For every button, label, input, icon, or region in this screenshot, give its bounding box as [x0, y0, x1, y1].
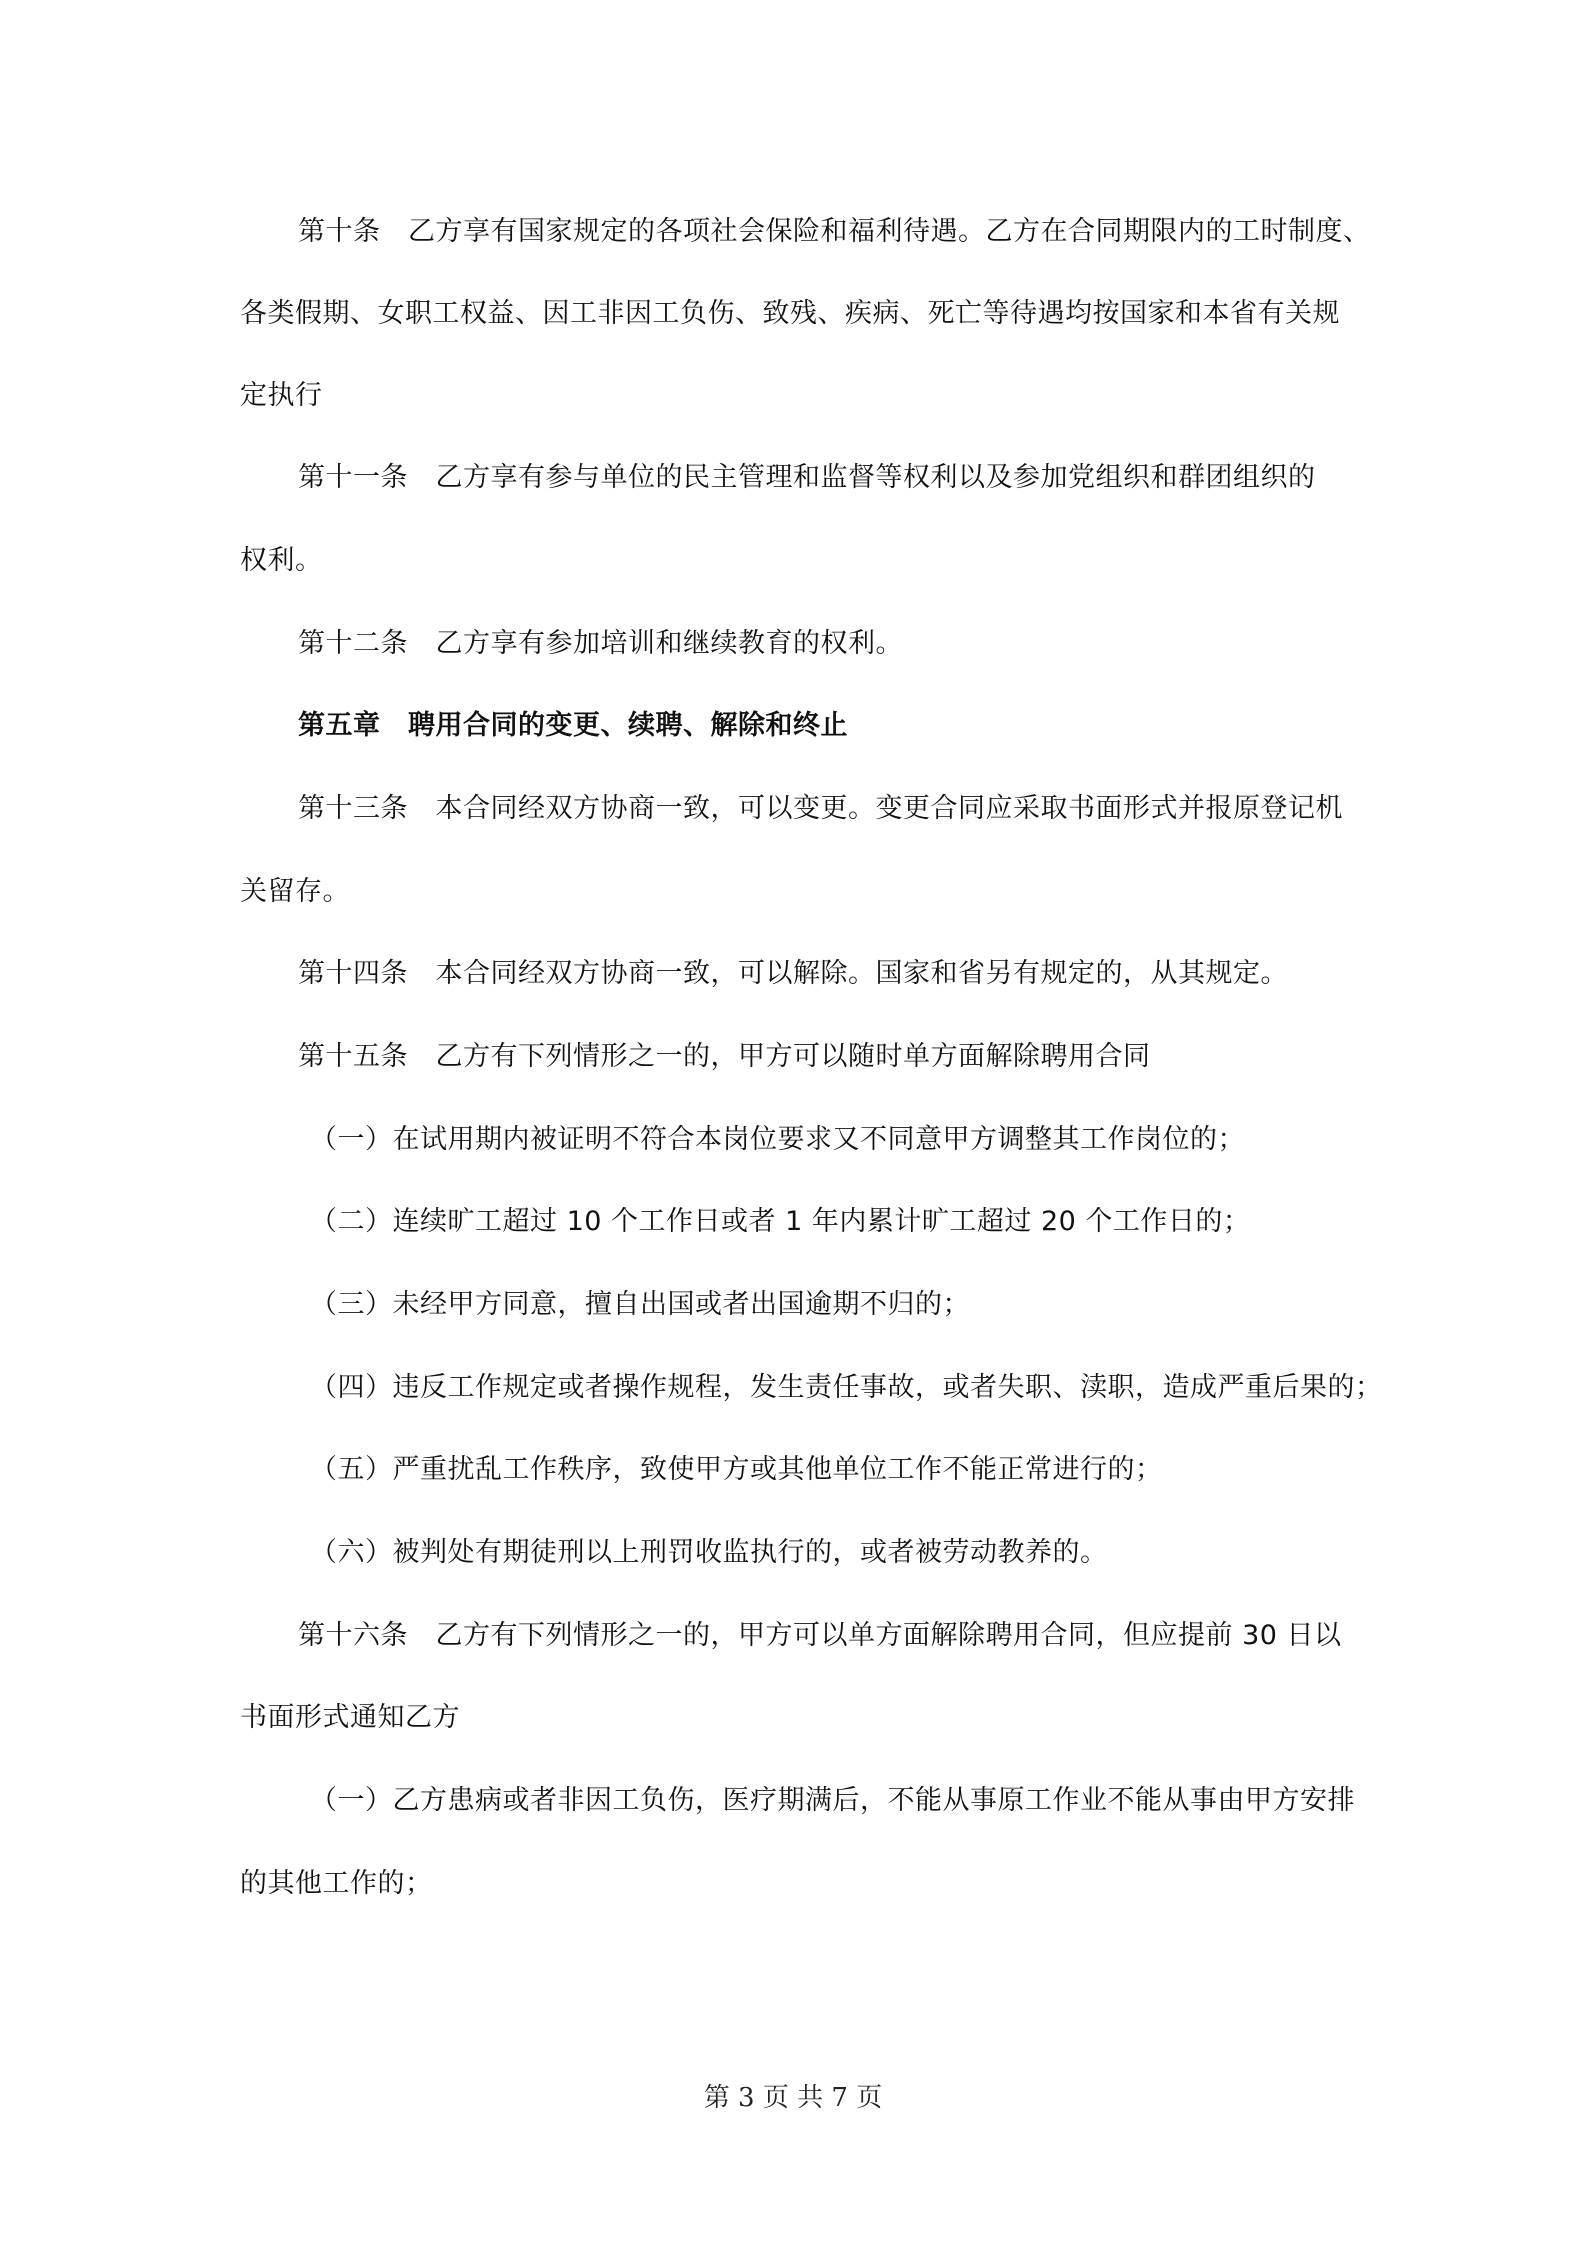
article-15-line-1: 第十五条 乙方有下列情形之一的，甲方可以随时单方面解除聘用合同	[298, 1041, 1151, 1072]
article-10-line-1: 第十条 乙方享有国家规定的各项社会保险和福利待遇。乙方在合同期限内的工时制度、	[298, 216, 1371, 247]
article-11-line-2: 权利。	[240, 545, 323, 576]
article-15-item-6: （六）被判处有期徒刑以上刑罚收监执行的，或者被劳动教养的。	[310, 1537, 1108, 1568]
article-15-item-4: （四）违反工作规定或者操作规程，发生责任事故，或者失职、渎职，造成严重后果的；	[310, 1372, 1383, 1403]
article-10-line-3: 定执行	[240, 380, 323, 411]
article-14-line-1: 第十四条 本合同经双方协商一致，可以解除。国家和省另有规定的，从其规定。	[298, 958, 1288, 989]
article-11-line-1: 第十一条 乙方享有参与单位的民主管理和监督等权利以及参加党组织和群团组织的	[298, 462, 1316, 493]
article-16-line-1: 第十六条 乙方有下列情形之一的，甲方可以单方面解除聘用合同，但应提前 30 日以	[298, 1620, 1342, 1651]
article-10-line-2: 各类假期、女职工权益、因工非因工负伤、致残、疾病、死亡等待遇均按国家和本省有关规	[240, 298, 1340, 329]
article-12-line-1: 第十二条 乙方享有参加培训和继续教育的权利。	[298, 628, 903, 659]
chapter-5-heading: 第五章 聘用合同的变更、续聘、解除和终止	[298, 710, 848, 741]
article-15-item-3: （三）未经甲方同意，擅自出国或者出国逾期不归的；	[310, 1289, 970, 1320]
article-15-item-5: （五）严重扰乱工作秩序，致使甲方或其他单位工作不能正常进行的；	[310, 1454, 1163, 1485]
article-15-item-2: （二）连续旷工超过 10 个工作日或者 1 年内累计旷工超过 20 个工作日的；	[310, 1206, 1251, 1237]
article-15-item-1: （一）在试用期内被证明不符合本岗位要求又不同意甲方调整其工作岗位的；	[310, 1124, 1245, 1155]
page-number-footer: 第 3 页 共 7 页	[703, 2083, 883, 2113]
article-16-line-2: 书面形式通知乙方	[240, 1702, 460, 1733]
article-13-line-1: 第十三条 本合同经双方协商一致，可以变更。变更合同应采取书面形式并报原登记机	[298, 793, 1343, 824]
article-16-item-1: （一）乙方患病或者非因工负伤，医疗期满后，不能从事原工作业不能从事由甲方安排	[310, 1785, 1355, 1816]
article-16-item-1-cont: 的其他工作的；	[240, 1868, 433, 1899]
article-13-line-2: 关留存。	[240, 876, 350, 907]
